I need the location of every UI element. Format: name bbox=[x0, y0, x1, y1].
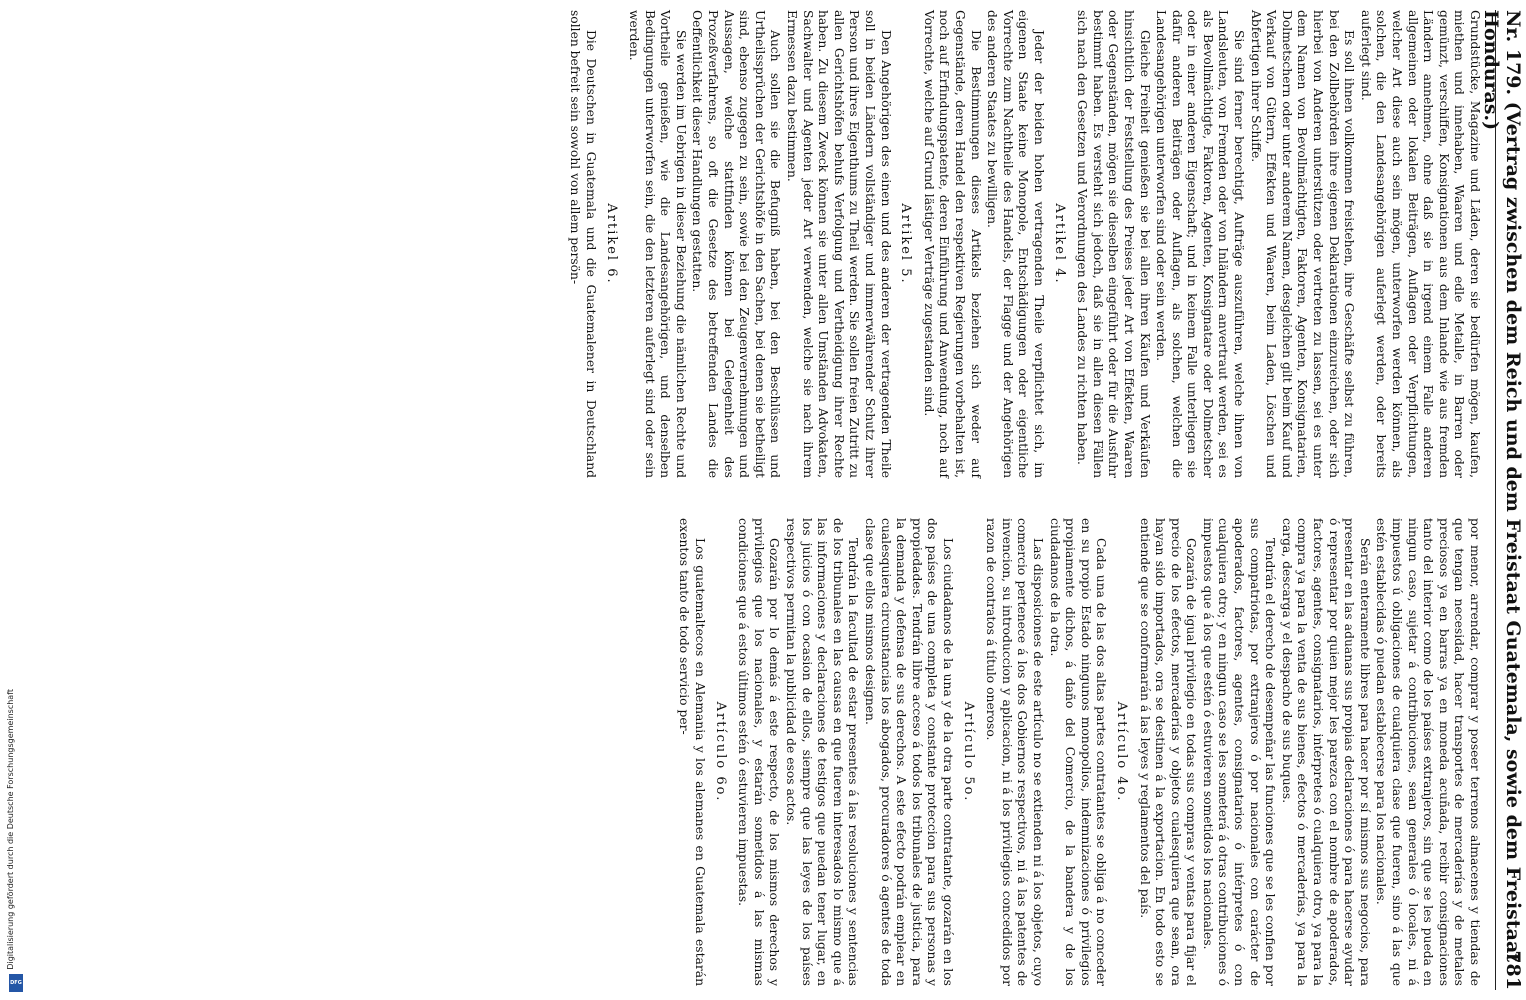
de-paragraph: Jeder der beiden hohen vertragenden Theile verpflichtet sich, im eigenen Staate keine Monopole, Entschädigungen oder eigentliche Vorrechte zum Nachtheile des Handels, der Flagge und der Angehörigen des anderen Staates zu bewilligen. bbox=[985, 10, 1046, 478]
digitization-text: Digitalisierung gefördert durch die Deutsche Forschungsgemeinschaft bbox=[6, 689, 15, 970]
es-paragraph: por menor, arrendar, comprar y poseer terrenos almacenes y tiendas de que tengan necesidad, hacer transportes de mercaderías y de metales preciosos ya en barras ya en moneda acuñada, recibir consignaciones tanto del interior como de los países extranjeros, sin que se les pueda en ningun caso, sujetar á contribuciones, sean generales ó locales, ni á impuestos ú obligaciones de cualquiera clase que fueren, sino á las que estén establecidas ó puedan establecerse para los nacionales. bbox=[1374, 518, 1482, 986]
es-article-4-title: Artículo 4o. bbox=[1113, 701, 1129, 803]
es-paragraph: Gozarán de igual privilegio en todas sus compras y ventas para fijar el precio de los efectos, mercaderías y objetos cualesquiera que sean, ora hayan sido importados, ora se destinen á la exportacion. En todo esto se entiende que se conformarán á las leyes y reglamentos del país. bbox=[1137, 518, 1199, 986]
es-article-5-title: Artículo 5o. bbox=[960, 701, 976, 803]
es-paragraph: Serán enteramente libres para hacer por sí mismos sus negocios, para presentar en las aduanas sus propias declaraciones ó para hacerse ayudar ó representar por quien mejor les parezca con el nombre de apoderados, factores, agentes, consignatarios, intérpretes ó cualquiera otro, ya para la compra ya para la venta de sus bienes, efectos ó mercaderías, ya para la carga, descarga y el despacho de sus buques. bbox=[1279, 518, 1372, 986]
es-paragraph: Tendrán el derecho de desempeñar las funciones que se les confien por sus compatriotas, por extranjeros ó por nacionales con carácter de apoderados, factores, agentes, consignatarios ó intérpretes ó con cualquiera otro; y en ningun caso se les someterá á otras contribuciones ó impuestos que á los que estén ó estuvieren sometidos los nacionales. bbox=[1200, 518, 1278, 986]
de-paragraph: Die Deutschen in Guatemala und die Guatemalener in Deutschland sollen befreit sein sowohl von allem persön- bbox=[568, 10, 598, 478]
de-paragraph: Grundstücke, Magazine und Läden, deren sie bedürfen mögen, kaufen, miethen und innehaben, Waaren und edle Metalle, in Barren oder gemünzt, verschiffen, Konsignationen aus dem Inlande wie aus fremden Ländern annehmen, ohne daß sie in irgend einem Falle anderen allgemeinen oder lokalen Beiträgen, Auflagen oder Verpflichtungen, welcher Art diese auch sein mögen, unterworfen werden können, als solchen, die den Landesangehörigen auferlegt werden, oder bereits auferlegt sind. bbox=[1358, 10, 1482, 478]
de-article-6-title: Artikel 6. bbox=[603, 203, 619, 285]
de-paragraph: Den Angehörigen des einen und des anderen der vertragenden Theile soll in beiden Ländern vollständiger und immerwährender Schutz ihrer Person und ihres Eigenthums zu Theil werden. Sie sollen freien Zutritt zu allen Gerichtshöfen behufs Verfolgung und Vertheidigung ihrer Rechte haben. Zu diesem Zweck können sie unter allen Umständen Advokaten, Sachwalter und Agenten jeder Art verwenden, welche sie nach ihrem Ermessen dazu bestimmen. bbox=[785, 10, 893, 478]
dfg-logo-icon: DFG bbox=[9, 974, 23, 992]
de-paragraph: Es soll ihnen vollkommen freistehen, ihre Geschäfte selbst zu führen, bei den Zollbehörden ihre eigenen Deklarationen einzureichen, oder sich hierbei von Anderen unterstützen oder vertreten zu lassen, sei es unter dem Namen von Bevollmächtigten, Faktoren, Agenten, Konsignatarien, Dolmetschern oder unter anderem Namen, desgleichen gilt beim Kauf und Verkauf von Gütern, Effekten und Waaren, beim Laden, Löschen und Abfertigen ihrer Schiffe. bbox=[1248, 10, 1357, 478]
de-paragraph: Auch sollen sie die Befugniß haben, bei den Beschlüssen und Urtheilssprüchen der Gerichtshöfe in den Sachen, bei denen sie betheiligt sind, ebenso zugegen zu sein, sowie bei den Zeugenvernehmungen und Aussagen, welche stattfinden können bei Gelegenheit des Prozeßverfahrens, so oft die Gesetze des betreffenden Landes die Oeffentlichkeit dieser Handlungen gestatten. bbox=[690, 10, 783, 478]
digitization-credit bbox=[6, 600, 26, 992]
document-page bbox=[226, 10, 1526, 990]
es-paragraph: Gozarán por lo demás á este respecto, de los mismos derechos y privilegios que los nacionales, y estarán sometidos á las mismas condiciones que á estos últimos estén ó estuvieren impuestas. bbox=[736, 518, 782, 986]
de-paragraph: Sie werden im Uebrigen in dieser Beziehung die nämlichen Rechte und Vortheile genießen, wie die Landesangehörigen, und denselben Bedingungen unterworfen sein, die den letzteren auferlegt sind oder sein werden. bbox=[627, 10, 688, 478]
de-paragraph: Gleiche Freiheit genießen sie bei allen ihren Käufen und Verkäufen hinsichtlich der Feststellung des Preises jeder Art von Effekten, Waaren oder Gegenständen, mögen sie dieselben eingeführt oder für die Ausfuhr bestimmt haben. Es versteht sich jedoch, daß sie in allen diesen Fällen sich nach den Gesetzen und Verordnungen des Landes zu richten haben. bbox=[1075, 10, 1152, 478]
es-paragraph: Las disposiciones de este artículo no se extienden ni á los objetos, cuyo comercio pertenece á los dos Gobiernos respectivos, ni á las patentes de invencion, su introduccion y aplicacion, ni á los privilegios concedidos por razon de contratos á título oneroso. bbox=[984, 518, 1045, 986]
de-article-5-title: Artikel 5. bbox=[898, 203, 914, 285]
spanish-column bbox=[232, 518, 1482, 986]
de-paragraph: Die Bestimmungen dieses Artikels beziehen sich weder auf Gegenstände, deren Handel den respektiven Regierungen vorbehalten ist, noch auf Erfindungspatente, deren Einführung und Anwendung, noch auf Vorrechte, welche auf Grund lästiger Verträge zugestanden sind. bbox=[921, 10, 983, 478]
header-title: Nr. 179. (Vertrag zwischen dem Reich und dem Freistaat Guatemala, sowie dem Freistaat Honduras.) bbox=[1480, 10, 1524, 963]
es-article-6-title: Artículo 6o. bbox=[712, 701, 728, 803]
es-paragraph: Los ciudadanos de la una y de la otra parte contratante, gozarán en los dos países de una completa y constante proteccion para sus personas y propiedades. Tendrán libre acceso á todos los tribunales de justicia, para la demanda y defensa de sus derechos. A este efecto podrán emplear en cualesquiera circunstancias los abogados, procuradores ó agentes de toda clase que ellos mismos designen. bbox=[863, 518, 955, 986]
es-paragraph: Los guatemaltecos en Alemania y los alemanes en Guatemala estarán exentos tanto de todo servicio per- bbox=[677, 518, 708, 986]
page-number: 781 bbox=[1502, 950, 1524, 990]
de-paragraph: Sie sind ferner berechtigt, Aufträge auszuführen, welche ihnen von Landsleuten, von Fremden oder von Inländern anvertraut werden, sei es als Bevollmächtigte, Faktoren, Agenten, Konsignatare oder Dolmetscher oder in einer anderen Eigenschaft; und in keinem Falle unterliegen sie dafür anderen Beiträgen oder Auflagen, als solchen, welchen die Landesangehörigen unterworfen sind oder sein werden. bbox=[1154, 10, 1247, 478]
page-header bbox=[1480, 10, 1526, 990]
es-paragraph: Tendrán la facultad de estar presentes á las resoluciones y sentencias de los tribunales en las causas en que fueren interesados lo mismo que á las informaciones y declaraciones de testigos que puedan tener lugar, en los juicios ó con ocasion de ellos, siempre que las leyes de los países respectivos permitan la publicidad de esos actos. bbox=[784, 518, 861, 986]
es-paragraph: Cada una de las dos altas partes contratantes se obliga á no conceder en su propio Estado ningunos monopolios, indemnizaciones ó privilegios propiamente dichos, á daño del Comercio, de la bandera y de los ciudadanos de la otra. bbox=[1047, 518, 1109, 986]
german-column bbox=[232, 10, 1482, 478]
de-article-4-title: Artikel 4. bbox=[1051, 203, 1067, 285]
